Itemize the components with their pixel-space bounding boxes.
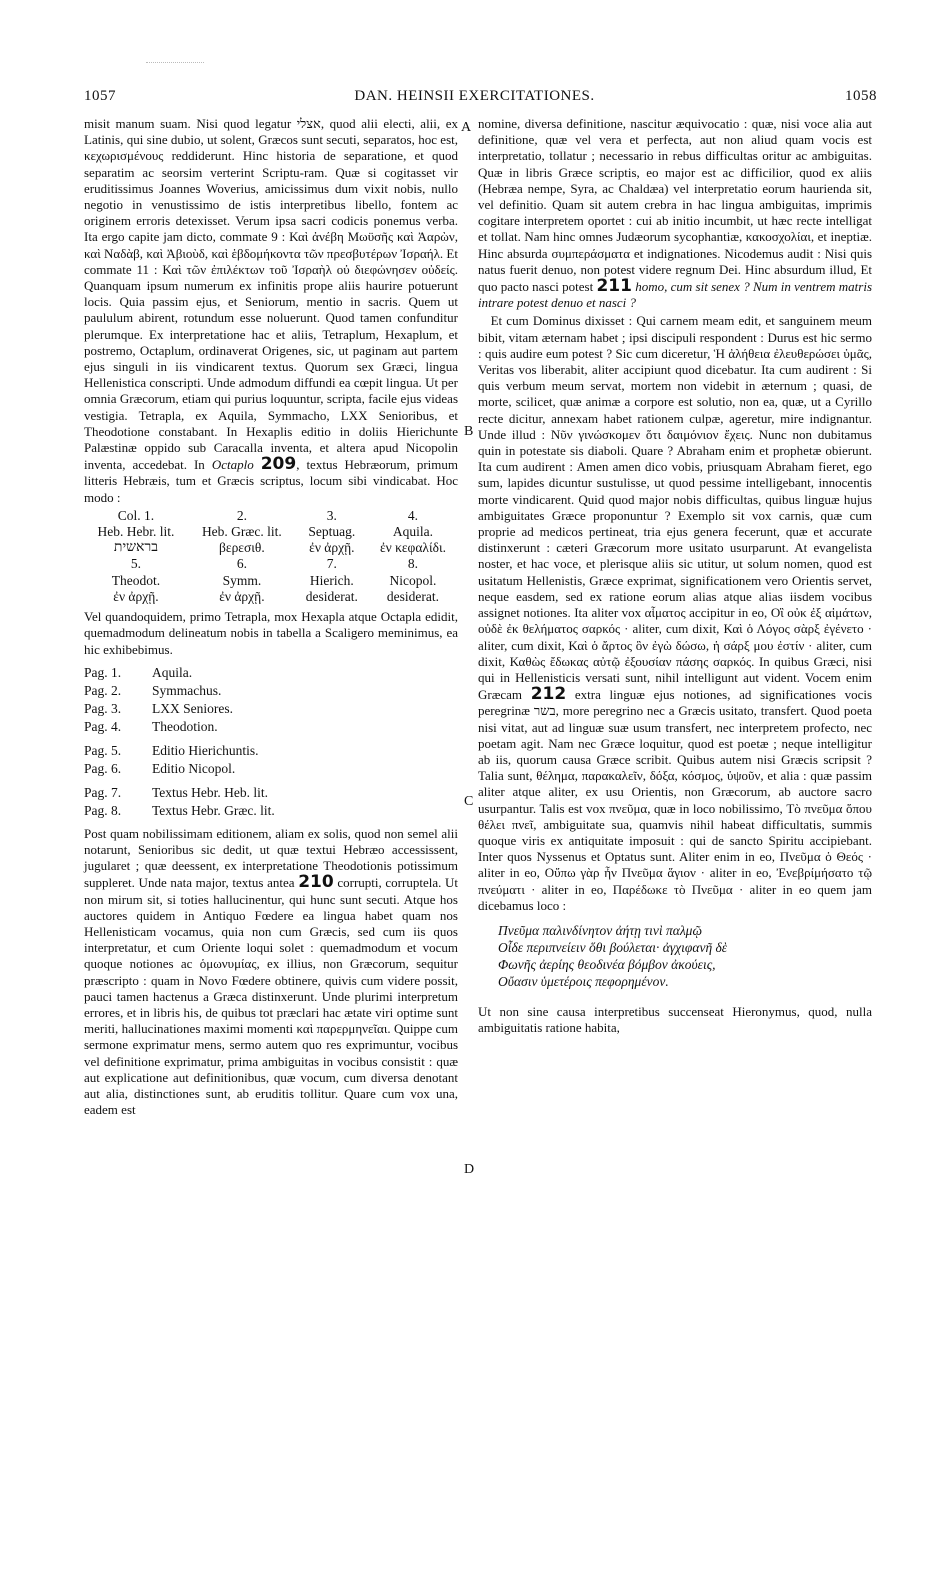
marginal-number: 209: [260, 454, 297, 475]
marginal-number: 211: [596, 276, 632, 297]
paragraph: Vel quandoquidem, primo Tetrapla, mox Hexapla atque Octapla edidit, quemadmodum delineatum nobis in tabella a Scaligero meminimus, ea hic exhibebimus.: [84, 609, 458, 657]
list-item: Pag. 2. Symmachus.: [84, 682, 222, 698]
list-item: Pag. 1. Aquila.: [84, 664, 193, 680]
marginal-number: 210: [298, 872, 334, 893]
page-number-right: 1058: [845, 88, 877, 104]
verse-line: Φωνῆς ἀερίης θεοδινέα βόμβον ἀκούεις,: [498, 956, 716, 972]
right-column: [478, 116, 872, 1038]
table-row: ἐν ἀρχῇ. ἐν ἀρχῇ. desiderat. desiderat.: [113, 588, 440, 604]
margin-letter-d: D: [464, 1162, 475, 1177]
verse-line: Οὔασιν ὑμετέροις πεφορημένον.: [498, 973, 669, 989]
verse-line: Οἶδε περιπνείειν ὅθι βούλεται· ἀγχιφανῆ δὲ: [498, 939, 728, 955]
greek-verse: [498, 922, 872, 990]
marginal-number: 212: [530, 684, 567, 705]
running-header: [0, 88, 949, 112]
margin-letter-a: A: [461, 120, 472, 135]
table-row: Col. 1. 2. 3. 4.: [117, 507, 419, 523]
paragraph: Ut non sine causa interpretibus succenseat Hieronymus, quod, nulla ambiguitatis ratione habita,: [478, 1003, 872, 1036]
list-item: Pag. 8. Textus Hebr. Græc. lit.: [84, 802, 275, 818]
table-row: Heb. Hebr. lit. Heb. Græc. lit. Septuag. Aquila.: [97, 524, 434, 540]
list-item: Pag. 4. Theodotion.: [84, 718, 218, 734]
table-row: Theodot. Symm. Hierich. Nicopol.: [111, 572, 437, 588]
paragraph: misit manum suam. Nisi quod legatur אצלי, quod alii electi, alii, ex Latinis, qui sine dubio, ut solent, Græcos sunt secuti, separatos, hoc est, κεχωρισμένους reddiderunt. Hinc historia de separatione, et quod separatim ac seorsim verterint Scriptu-ram. Quæ si cogitasset vir eruditissimus Joannes Woverius, amicissimus dum vixit nobis, nullo negotio in venustissimo de istis interpretibus libello, fontem ac originem erroris detexisset. Verum ipsa sacri codicis ponemus verba. Ita ergo capite jam dicto, commate 9 : Καὶ ἀνέβη Μωϋσῆς καὶ Ἀαρὼν, καὶ Ναδὰβ, καὶ Ἀβιοὺδ, καὶ ἑβδομήκοντα τῶν πρεσβυτέρων Ἰσραήλ. Et commate 11 : Καὶ τῶν ἐπιλέκτων τοῦ Ἰσραὴλ οὐ διεφώνησεν οὐδείς. Quanquam ipsum numerum ex infinitis prope aliis haurire potuerunt locis. Quia passim ejus, et Seniorum, mentio in sacris. Quem ut paululum abirent, rotundum esse noluerunt. Quod tamen confunditur plerumque. Ex interpretatione hac et aliis, Tetraplum, Hexaplum, et postremo, Octaplum, ordinaverat Origenes, sic, ut paginam aut partem ejus singuli in iis vindicarent textus. Quorum sex Græci, lingua Hellenistica conscripti. Unde admodum diffundi ea cœpit lingua. Ut per omnia Græcorum, etiam qui purius loquuntur, scripta, facile ejus videas vestigia. Tetrapla, ex Aquila, Symmacho, LXX Senioribus, et Theodotione constabant. In Hexaplis editio in doliis Hierichunte Palæstinæ oppido sub Caracalla inventa, et altera apud Nicopolin inventa, accedebat. In Octaplo 209, textus Hebræorum, primum litteris Hebræis, tum et Græcis scriptus, locum sibi vindicabat. Hoc modo :: [84, 116, 458, 505]
list-item: Pag. 7. Textus Hebr. Heb. lit.: [84, 784, 269, 800]
octapla-table: [84, 508, 458, 605]
margin-letter-b: B: [464, 424, 474, 439]
table-row: בראשית βερεσιθ. ἐν ἀρχῇ. ἐν κεφαλίδι.: [113, 540, 446, 556]
paragraph: Et cum Dominus dixisset : Qui carnem meam edit, et sanguinem meum bibit, vitam æternam habet ; ipsi discipuli respondent : Durus est hic sermo : quis audire eum potest ? Sic cum diceretur, Ἡ ἀλήθεια ἐλευθερώσει ὑμᾶς, Veritas vos liberabit, aliter accipiunt quod dicebatur. Ita cum audirent : Si quis verbum meum servat, mortem non videbit in æternum ; quasi, de morte, scilicet, quæ animæ a corpore est solutio, non ea, quæ, ut a Cyrillo recte dicitur, annexam habet rationem culpæ, ageretur, mire indignantur. Unde illud : Νῦν γινώσκομεν ὅτι δαιμόνιον ἔχεις. Nunc non dubitamus quin in potestate sis diaboli. Quare ? Abraham enim et prophetæ obierunt. Ita cum audirent : Amen amen dico vobis, priusquam Abraham fieret, ego sum, lapides dicuntur sustulisse, ut quod pessime intelligebant, innocentis morte vindicarent. Quid quod major nobis difficultas, quibus linguæ hujus ambiguitates Græce proponuntur ? Exemplo sit vox carnis, quæ cum proprie ad medicos pertineat, tria ejus genera fecerunt, quæ et accurate distinxerunt : cæteri Græcorum more usitato usurparunt. At evangelista noster, et hac voce, et plerisque aliis sic utitur, ut solum nomen, quod est usitatum Hellenistis, Græce exprimat, significationem vero Orientis servet, neque easdem, sed ex ratione eorum alias atque alias iisdem vocibus assignet notiones. Ita aliter vox αἷματος accipitur in eo, Οἳ οὐκ ἐξ αἱμάτων, οὐδὲ ἐκ θελήματος σαρκός · aliter, cum dixit, Καὶ ὁ Λόγος σὰρξ ἐγένετο · aliter, cum dixit, Καὶ ὁ ἄρτος ὃν ἐγὼ δώσω, ἡ σάρξ μου ἐστίν · aliter, cum dixit, Καθὼς ἔδωκας αὐτῷ ἐξουσίαν πάσης σαρκός. In quibus Græci, nisi qui in Hellenisticis versati sunt, nihil intelligunt aut vident. Vocem enim Græcam 212 extra linguæ ejus notiones, ad significationes vocis peregrinæ בשר, more peregrino nec a Græcis usitato, transfert. Quod poeta nisi vitat, aut ad linguæ suæ usum transfert, nec interpretem profecto, nec poetam agit. Nam nec Græce loquitur, quod est poetæ ; neque intelligitur ab iis, quorum causa Græce scribit. Quibus autem nisi Græcis scripsit ? Talia sunt, θέλημα, παρακαλεῖν, δόξα, κόσμος, ὑψοῦν, et alia : quæ passim aliter atque aliter, ex usu Orientis, non Græcorum, ab auctore sacro usurpantur. Talis est vox πνεῦμα, quæ in loco nobilissimo, Τὸ πνεῦμα ὅπου θέλει πνεῖ, ambiguitate sua, quamvis nihil habeat difficultatis, summis quoque viris ex antiquitate imposuit : qui de sancto Spiritu accipiebant. Inter quos Nyssenus et Optatus sunt. Aliter enim in eo, Πνεῦμα ὁ Θεός · aliter in eo, Οὔπω γὰρ ἦν Πνεῦμα ἅγιον · aliter in eo, Ἐνεβρίμήσατο τῷ πνεύματι · aliter in eo, Παρέδωκε τὸ Πνεῦμα · aliter in eo quem jam dicebamus loco :: [478, 313, 873, 913]
list-item: Pag. 5. Editio Hierichuntis.: [84, 742, 259, 758]
scan-speck: [146, 62, 204, 65]
left-column: [84, 116, 458, 1120]
paragraph: Post quam nobilissimam editionem, aliam ex solis, quod non semel alii notarunt, Senioribus sic dedit, ut quæ textui Hebræo accessissent, jugularet ; quæ deessent, ex interpretatione Theodotionis potissimum suppleret. Unde nata major, textus antea 210 corrupti, corruptela. Ut non mirum sit, si toties hallucinentur, qui hunc sunt secuti. Atque hos auctores quidem in Antiquo Fœdere ea lingua habet quam nos Hellenisticam vocamus, quia non cum Græcis, sed cum iis quos interpretatur, et cum Oriente loqui solet : quemadmodum et vocum quoque notiones ac ὁμωνυμίας, ex illius, non Græcorum, sequitur præscripto : quam in Novo Fœdere obtinere, quivis cum videre possit, pauci tamen hactenus a Græca distinxerunt. Unde plurimi interpretum errores, et in libris his, de quibus tot præclari hac ætate viri optime sunt meriti, hallucinationes maximi momenti καὶ παρερμηνεῖαι. Quippe cum sermone exprimatur mens, sermo autem quo res exprimuntur, vocibus vel definitione exprimatur, prima ambiguitas in vocibus consistit : quæ aut explicatione aut definitionibus, quæ vocum, cum diversa denotant aut alia, distinctiones sunt, ab eruditis tollitur. Quare cum vox una, eadem est: [84, 825, 458, 1118]
verse-line: Πνεῦμα παλινδίνητον ἀήτῃ τινὶ παλμῷ: [498, 922, 702, 938]
list-item: Pag. 3. LXX Seniores.: [84, 700, 233, 716]
paragraph: nomine, diversa definitione, nascitur æquivocatio : quæ, nisi voce alia aut definitione, quæ vel vera et perfecta, aut non aliud quam vocis est interpretatio, tollatur ; necessario in rebus difficultas oritur ac ambiguitas. Quæ in libris Græce scriptis, eo major est ac difficilior, quod ex aliis (Hebræa nempe, Syra, ac Chaldæa) vel interpretatio eorum haurienda sit, vel definitio. Quam sit autem crebra in hac lingua ambiguitas, imprimis cogitare interpretem oportet : cui ab initio incumbit, ut hæc recte intelligat et tollat. Nam hinc omnes Judæorum sycophantiæ, κακοσχολίαι, et ineptiæ. Hinc absurda συμπεράσματα et indignationes. Nicodemus audit : Nisi quis natus fuerit denuo, non potest videre regnum Dei. Hinc absurdum illud, Et quo pacto nasci potest 211 homo, cum sit senex ? Num in ventrem matris intrare potest denuo et nasci ?: [478, 116, 873, 311]
running-title: DAN. HEINSII EXERCITATIONES.: [354, 88, 595, 104]
table-row: 5. 6. 7. 8.: [130, 556, 419, 572]
margin-letter-c: C: [464, 794, 474, 809]
page-number-left: 1057: [84, 88, 116, 104]
pages-list: [84, 664, 458, 820]
list-item: Pag. 6. Editio Nicopol.: [84, 760, 236, 776]
